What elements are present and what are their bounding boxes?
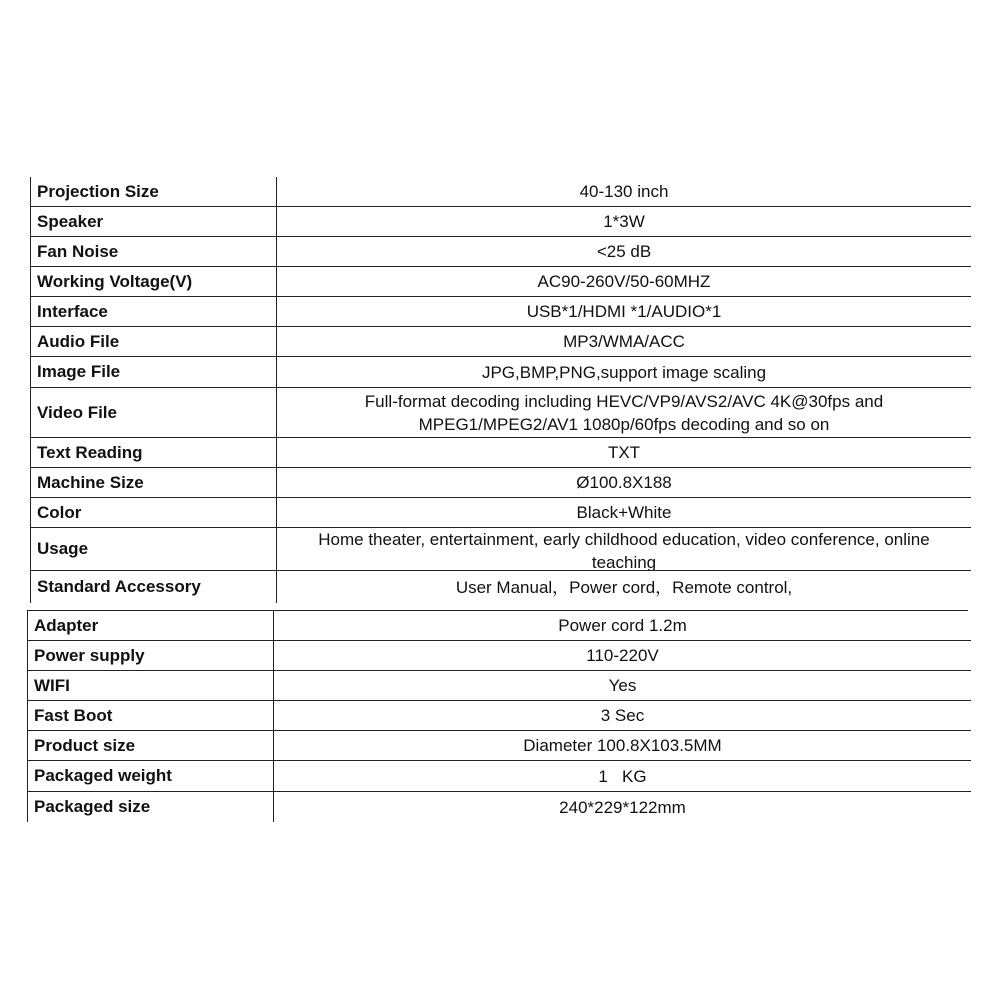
spec-value: Diameter 100.8X103.5MM <box>523 736 722 755</box>
spec-label: Image File <box>31 357 277 387</box>
spec-row-text-reading <box>31 438 971 468</box>
spec-label: Packaged size <box>28 792 274 822</box>
spec-label: Projection Size <box>31 177 277 206</box>
spec-row-color <box>31 498 971 528</box>
spec-value: JPG,BMP,PNG,support image scaling <box>481 362 767 382</box>
spec-row-fan-noise <box>31 237 971 267</box>
spec-row-adapter <box>28 611 971 641</box>
spec-row-power-supply <box>28 641 971 671</box>
spec-row-packaged-size <box>28 792 971 822</box>
spec-table-secondary <box>27 610 971 822</box>
spec-row-video-file <box>31 388 971 438</box>
spec-value: 1*3W <box>603 212 645 231</box>
spec-row-speaker <box>31 207 971 237</box>
spec-row-image-file <box>31 357 971 388</box>
spec-row-fast-boot <box>28 701 971 731</box>
spec-label: WIFI <box>28 671 274 700</box>
spec-value: 110-220V <box>586 646 659 665</box>
spec-value: 40-130 inch <box>579 182 669 201</box>
spec-value: AC90-260V/50-60MHZ <box>537 272 711 291</box>
spec-row-wifi <box>28 671 971 701</box>
spec-row-audio-file <box>31 327 971 357</box>
spec-value: Full-format decoding including HEVC/VP9/AVS2/AVC 4K@30fps and MPEG1/MPEG2/AV1 1080p/60fps decoding and so on <box>364 391 884 434</box>
spec-value: MP3/WMA/ACC <box>563 332 685 351</box>
spec-table-main <box>30 177 971 603</box>
spec-label: Text Reading <box>31 438 277 467</box>
spec-label: Standard Accessory <box>31 571 277 603</box>
spec-row-packaged-weight <box>28 761 971 792</box>
spec-value: Black+White <box>576 503 672 522</box>
spec-label: Usage <box>31 528 277 570</box>
spec-row-interface <box>31 297 971 327</box>
spec-value: <25 dB <box>596 242 652 261</box>
spec-label: Adapter <box>28 611 274 640</box>
spec-value: 1 KG <box>598 766 647 786</box>
spec-value: Yes <box>608 676 637 695</box>
spec-label: Color <box>31 498 277 527</box>
spec-value: USB*1/HDMI *1/AUDIO*1 <box>526 302 722 321</box>
spec-value: TXT <box>607 443 641 462</box>
spec-label: Interface <box>31 297 277 326</box>
spec-label: Fan Noise <box>31 237 277 266</box>
spec-label: Power supply <box>28 641 274 670</box>
spec-label: Audio File <box>31 327 277 356</box>
spec-value: Home theater, entertainment, early childhood education, video conference, online teaching <box>318 530 930 570</box>
spec-label: Machine Size <box>31 468 277 497</box>
spec-row-machine-size <box>31 468 971 498</box>
spec-label: Packaged weight <box>28 761 274 791</box>
spec-value: Power cord 1.2m <box>558 616 687 635</box>
spec-label: Working Voltage(V) <box>31 267 277 296</box>
spec-row-usage <box>31 528 971 571</box>
spec-label: Fast Boot <box>28 701 274 730</box>
spec-row-standard-accessory <box>31 571 971 603</box>
spec-label: Product size <box>28 731 274 760</box>
spec-label: Speaker <box>31 207 277 236</box>
spec-value: Ø100.8X188 <box>576 473 672 492</box>
spec-row-product-size <box>28 731 971 761</box>
spec-value: 3 Sec <box>600 706 645 725</box>
spec-label: Video File <box>31 388 277 437</box>
spec-value: User Manual，Power cord，Remote control, <box>455 577 793 597</box>
spec-value: 240*229*122mm <box>559 797 686 817</box>
spec-row-projection-size <box>31 177 971 207</box>
spec-row-working-voltage <box>31 267 971 297</box>
